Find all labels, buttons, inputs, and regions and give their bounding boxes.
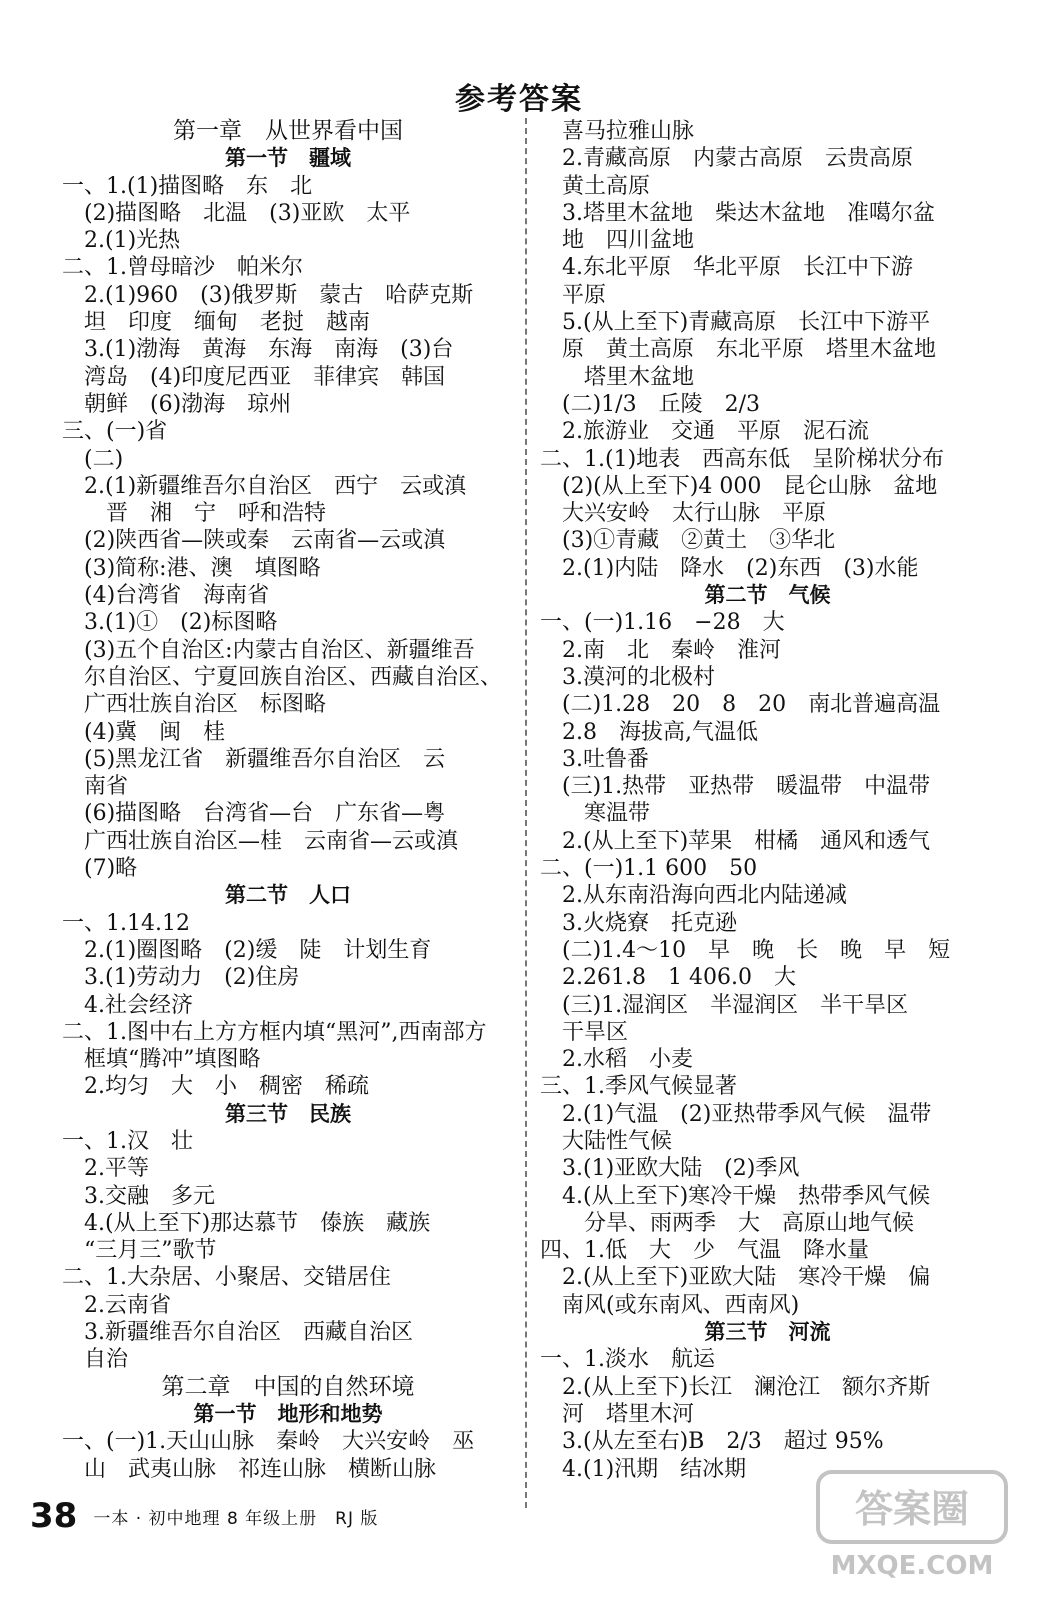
answer-line: 3.(1)渤海 黄海 东海 南海 (3)台 xyxy=(62,337,454,363)
answer-line: (7)略 xyxy=(62,856,138,882)
answer-line: 2.青藏高原 内蒙古高原 云贵高原 xyxy=(540,146,913,172)
watermark-bottom-text: MXQE.COM xyxy=(830,1551,994,1581)
answer-line: 2.8 海拔高,气温低 xyxy=(540,719,758,745)
answer-line: 二、1.大杂居、小聚居、交错居住 xyxy=(62,1265,391,1291)
answer-line: 自治 xyxy=(62,1347,129,1373)
answer-line: 2.南 北 秦岭 淮河 xyxy=(540,637,781,663)
column-divider xyxy=(525,118,527,1508)
answer-line: 晋 湘 宁 呼和浩特 xyxy=(62,501,327,527)
section-heading: 第二节 人口 xyxy=(225,883,351,908)
answer-line: 2.(1)内陆 降水 (2)东西 (3)水能 xyxy=(540,555,919,581)
answer-line: (5)黑龙江省 新疆维吾尔自治区 云 xyxy=(62,746,446,772)
answer-line: 一、(一)1.16 −28 大 xyxy=(540,610,785,636)
answer-line: 塔里木盆地 xyxy=(540,364,695,390)
answer-line: (2)(从上至下)4 000 昆仑山脉 盆地 xyxy=(540,473,938,499)
section-heading: 第二节 气候 xyxy=(704,583,831,608)
answer-line: 4.(从上至下)那达慕节 傣族 藏族 xyxy=(62,1210,431,1236)
answer-line: 二、(一)1.1 600 50 xyxy=(540,856,758,882)
answer-line: 2.(从上至下)长江 澜沧江 额尔齐斯 xyxy=(540,1374,931,1400)
answer-line: (二)1.4～10 早 晚 长 晚 早 短 xyxy=(540,937,951,963)
answer-line: 大兴安岭 太行山脉 平原 xyxy=(540,501,827,527)
page-number: 38 xyxy=(30,1496,78,1536)
answer-line: 南风(或东南风、西南风) xyxy=(540,1292,800,1318)
answer-line: 朝鲜 (6)渤海 琼州 xyxy=(62,391,292,417)
answer-line: 二、1.(1)地表 西高东低 呈阶梯状分布 xyxy=(540,446,945,472)
answer-line: (4)台湾省 海南省 xyxy=(62,583,270,609)
section-heading: 第一节 地形和地势 xyxy=(193,1401,383,1426)
answer-line: (3)①青藏 ②黄土 ③华北 xyxy=(540,528,836,554)
answer-line: 4.(1)汛期 结冰期 xyxy=(540,1456,747,1482)
section-heading: 第三节 河流 xyxy=(704,1320,831,1345)
answer-line: 3.漠河的北极村 xyxy=(540,664,715,690)
answer-line: 4.(从上至下)寒冷干燥 热带季风气候 xyxy=(540,1183,931,1209)
answer-line: (6)描图略 台湾省—台 广东省—粤 xyxy=(62,801,446,827)
answer-line: 2.均匀 大 小 稠密 稀疏 xyxy=(62,1074,369,1100)
answer-line: 3.火烧寮 托克逊 xyxy=(540,910,737,936)
answer-line: (4)冀 闽 桂 xyxy=(62,719,226,745)
answer-line: 3.(1)① (2)标图略 xyxy=(62,610,278,636)
answer-line: 3.(1)亚欧大陆 (2)季风 xyxy=(540,1156,800,1182)
watermark-logo xyxy=(812,1466,1012,1586)
answer-line: 二、1.曾母暗沙 帕米尔 xyxy=(62,255,303,281)
page-title: 参考答案 xyxy=(455,82,583,117)
answer-line: 5.(从上至下)青藏高原 长江中下游平 xyxy=(540,310,931,336)
answer-line: 3.吐鲁番 xyxy=(540,746,649,772)
answer-line: 广西壮族自治区—桂 云南省—云或滇 xyxy=(62,828,459,854)
answer-line: 2.从东南沿海向西北内陆递减 xyxy=(540,883,847,909)
answer-line: 一、1.汉 壮 xyxy=(62,1128,193,1154)
answer-line: 一、1.14.12 xyxy=(62,910,190,936)
answer-line: (三)1.湿润区 半湿润区 半干旱区 xyxy=(540,992,909,1018)
section-heading: 第一节 疆域 xyxy=(225,146,351,171)
answer-line: 2.平等 xyxy=(62,1156,149,1182)
answer-line: 3.交融 多元 xyxy=(62,1183,215,1209)
answer-line: (3)五个自治区:内蒙古自治区、新疆维吾 xyxy=(62,637,475,663)
answer-line: 2.(1)圈图略 (2)缓 陡 计划生育 xyxy=(62,937,432,963)
answer-line: 2.(从上至下)亚欧大陆 寒冷干燥 偏 xyxy=(540,1265,931,1291)
book-title: 一本 · 初中地理 8 年级上册 RJ 版 xyxy=(93,1508,379,1529)
answer-line: 四、1.低 大 少 气温 降水量 xyxy=(540,1238,869,1264)
answer-line: 2.(1)气温 (2)亚热带季风气候 温带 xyxy=(540,1101,932,1127)
answer-line: 湾岛 (4)印度尼西亚 菲律宾 韩国 xyxy=(62,364,446,390)
answer-line: 广西壮族自治区 标图略 xyxy=(62,692,327,718)
answer-line: 三、(一)省 xyxy=(62,419,168,445)
answer-line: 2.(1)新疆维吾尔自治区 西宁 云或滇 xyxy=(62,473,467,499)
answer-line: 4.社会经济 xyxy=(62,992,193,1018)
answer-line: 3.(1)劳动力 (2)住房 xyxy=(62,965,300,991)
answer-column-right xyxy=(540,118,995,1483)
answer-line: 干旱区 xyxy=(540,1019,629,1045)
answer-line: 2.云南省 xyxy=(62,1292,171,1318)
section-heading: 第三节 民族 xyxy=(225,1101,351,1126)
answer-line: (二)1.28 20 8 20 南北普遍高温 xyxy=(540,692,941,718)
answer-line: 地 四川盆地 xyxy=(540,228,695,254)
answer-line: 2.旅游业 交通 平原 泥石流 xyxy=(540,419,869,445)
answer-line: 坦 印度 缅甸 老挝 越南 xyxy=(62,310,371,336)
answer-line: 平原 xyxy=(540,282,607,308)
answer-line: 原 黄土高原 东北平原 塔里木盆地 xyxy=(540,337,937,363)
answer-line: 2.(1)960 (3)俄罗斯 蒙古 哈萨克斯 xyxy=(62,282,474,308)
answer-line: (二) xyxy=(62,446,124,472)
answer-line: 山 武夷山脉 祁连山脉 横断山脉 xyxy=(62,1456,437,1482)
answer-line: 一、(一)1.天山山脉 秦岭 大兴安岭 巫 xyxy=(62,1429,475,1455)
answer-line: 2.水稻 小麦 xyxy=(540,1047,693,1073)
answer-line: “三月三”歌节 xyxy=(62,1238,217,1264)
answer-line: 框填“腾冲”填图略 xyxy=(62,1047,261,1073)
answer-line: 分旱、雨两季 大 高原山地气候 xyxy=(540,1210,915,1236)
answer-line: 尔自治区、宁夏回族自治区、西藏自治区、 xyxy=(62,664,503,690)
answer-line: (3)简称:港、澳 填图略 xyxy=(62,555,321,581)
answer-line: 2.261.8 1 406.0 大 xyxy=(540,965,796,991)
answer-line: 寒温带 xyxy=(540,801,651,827)
answer-line: (2)描图略 北温 (3)亚欧 太平 xyxy=(62,200,411,226)
answer-line: 河 塔里木河 xyxy=(540,1401,695,1427)
answer-line: 喜马拉雅山脉 xyxy=(540,119,695,144)
answer-line: (三)1.热带 亚热带 暖温带 中温带 xyxy=(540,774,931,800)
answer-line: 4.东北平原 华北平原 长江中下游 xyxy=(540,255,913,281)
answer-line: 3.(从左至右)B 2/3 超过 95% xyxy=(540,1429,884,1455)
watermark-top-text: 答案圈 xyxy=(854,1487,970,1531)
answer-line: (二)1/3 丘陵 2/3 xyxy=(540,391,760,417)
answer-line: 南省 xyxy=(62,774,129,800)
chapter-heading: 第二章 中国的自然环境 xyxy=(161,1373,415,1400)
answer-line: 2.(从上至下)苹果 柑橘 通风和透气 xyxy=(540,828,931,854)
page-footer xyxy=(30,1486,378,1546)
answer-line: (2)陕西省—陕或秦 云南省—云或滇 xyxy=(62,528,446,554)
answer-line: 黄土高原 xyxy=(540,173,651,199)
answer-column-left xyxy=(62,118,514,1483)
chapter-heading: 第一章 从世界看中国 xyxy=(173,118,403,144)
answer-line: 一、1.淡水 航运 xyxy=(540,1347,715,1373)
answer-line: 3.新疆维吾尔自治区 西藏自治区 xyxy=(62,1320,413,1346)
answer-line: 3.塔里木盆地 柴达木盆地 准噶尔盆 xyxy=(540,200,935,226)
answer-line: 一、1.(1)描图略 东 北 xyxy=(62,173,313,199)
answer-line: 2.(1)光热 xyxy=(62,228,181,254)
answer-line: 二、1.图中右上方方框内填“黑河”,西南部方 xyxy=(62,1019,487,1045)
answer-line: 大陆性气候 xyxy=(540,1128,673,1154)
answer-line: 三、1.季风气候显著 xyxy=(540,1074,737,1100)
